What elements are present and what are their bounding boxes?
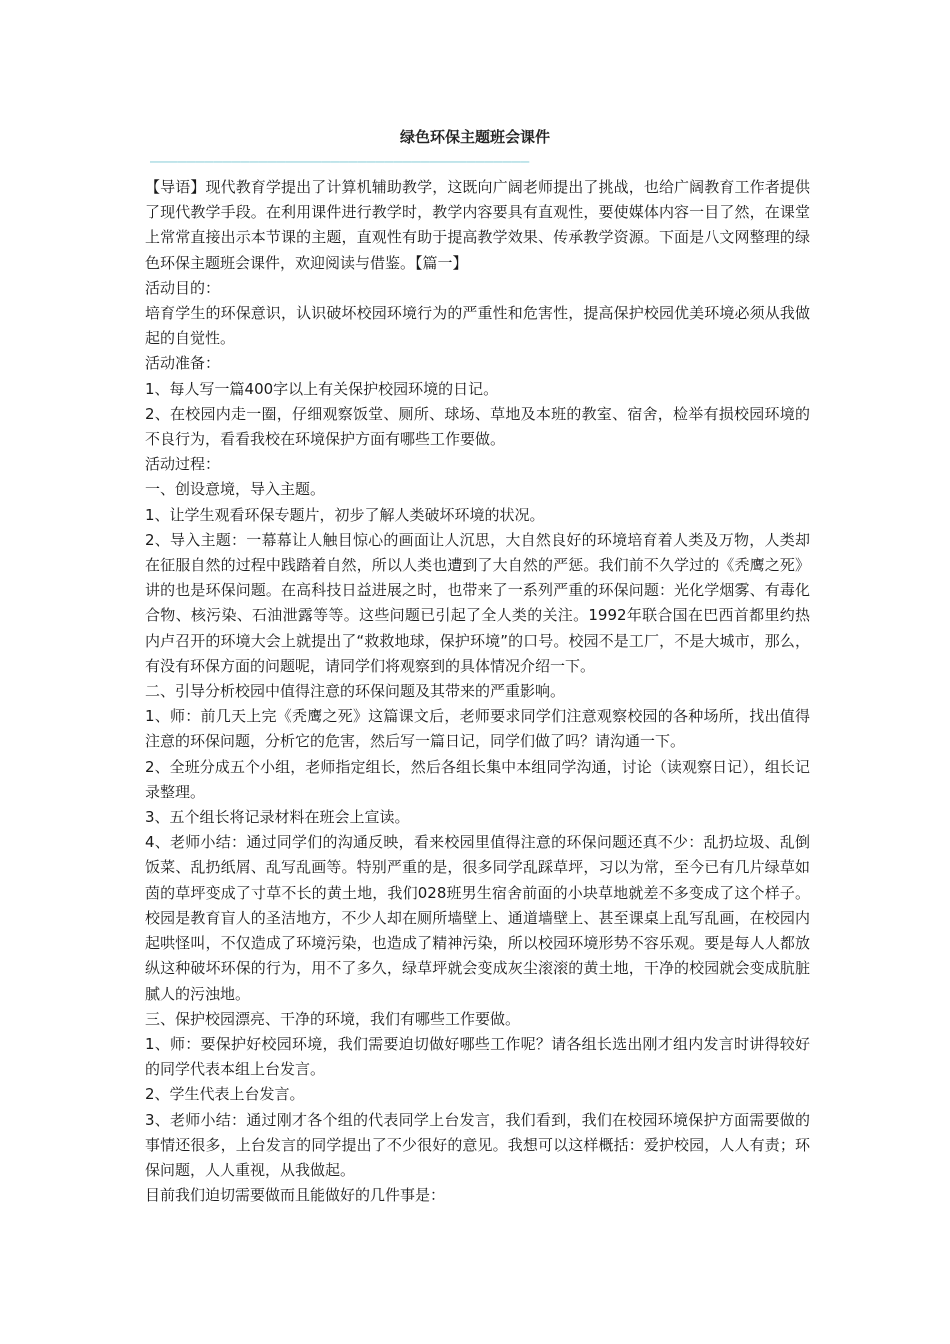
paragraph: 1、每人写一篇400字以上有关保护校园环境的日记。	[145, 379, 499, 398]
paragraph: 【导语】现代教育学提出了计算机辅助教学，这既向广阔老师提出了挑战，也给广阔教育工作者提供了现代教学手段。在利用课件进行教学时，教学内容要具有直观性，要使媒体内容一目了然，在课堂上常常直接出示本节课的主题，直观性有助于提高教学效果、传承教学资源。下面是八文网整理的绿色环保主题班会课件，欢迎阅读与借鉴。【篇一】	[145, 178, 810, 272]
paragraph: 活动准备：	[145, 354, 221, 373]
paragraph: 2、全班分成五个小组，老师指定组长，然后各组长集中本组同学沟通，讨论（读观察日记），组长记录整理。	[145, 757, 810, 801]
paragraph: 3、老师小结：通过刚才各个组的代表同学上台发言，我们看到，我们在校园环境保护方面需要做的事情还很多，上台发言的同学提出了不少很好的意见。我想可以这样概括：爱护校园，人人有责；环保问题，人人重视，从我做起。	[145, 1110, 810, 1179]
paragraph: 2、在校园内走一圈，仔细观察饭堂、厕所、球场、草地及本班的教室、宿舍，检举有损校园环境的不良行为，看看我校在环境保护方面有哪些工作要做。	[145, 404, 810, 449]
paragraph: 培育学生的环保意识，认识破坏校园环境行为的严重性和危害性，提高保护校园优美环境必须从我做起的自觉性。	[145, 304, 810, 348]
paragraph: 1、师：要保护好校园环境，我们需要迫切做好哪些工作呢？请各组长选出刚才组内发言时讲得较好的同学代表本组上台发言。	[145, 1034, 810, 1079]
paragraph: 一、创设意境，导入主题。	[145, 480, 326, 499]
title-divider: ——————————————————————————————————————————	[150, 152, 530, 170]
paragraph: 三、保护校园漂亮、干净的环境，我们有哪些工作要做。	[145, 1009, 521, 1028]
paragraph: 活动目的：	[145, 278, 221, 297]
paragraph: 1、师：前几天上完《秃鹰之死》这篇课文后，老师要求同学们注意观察校园的各种场所，找出值得注意的环保问题，分析它的危害，然后写一篇日记，同学们做了吗？请沟通一下。	[145, 707, 810, 751]
paragraph: 活动过程：	[145, 455, 221, 474]
paragraph: 1、让学生观看环保专题片，初步了解人类破坏环境的状况。	[145, 505, 545, 524]
paragraph: 2、学生代表上台发言。	[145, 1085, 305, 1104]
paragraph: 3、五个组长将记录材料在班会上宣读。	[145, 808, 410, 827]
document-body	[145, 175, 810, 1208]
paragraph: 4、老师小结：通过同学们的沟通反映，看来校园里值得注意的环保问题还真不少：乱扔垃圾、乱倒饭菜、乱扔纸屑、乱写乱画等。特别严重的是，很多同学乱踩草坪，习以为常，至今已有几片绿草如茵的草坪变成了寸草不长的黄土地，我们028班男生宿舍前面的小块草地就差不多变成了这个样子。校园是教育盲人的圣洁地方，不少人却在厕所墙壁上、通道墙壁上、甚至课桌上乱写乱画，在校园内起哄怪叫，不仅造成了环境污染，也造成了精神污染，所以校园环境形势不容乐观。要是每人人都放纵这种破坏环保的行为，用不了多久，绿草坪就会变成灰尘滚滚的黄土地，干净的校园就会变成肮脏腻人的污浊地。	[145, 833, 810, 1003]
document-title: 绿色环保主题班会课件	[399, 128, 550, 146]
paragraph: 二、引导分析校园中值得注意的环保问题及其带来的严重影响。	[145, 682, 566, 701]
paragraph: 目前我们迫切需要做而且能做好的几件事是：	[145, 1186, 446, 1205]
paragraph: 2、导入主题：一幕幕让人触目惊心的画面让人沉思，大自然良好的环境培育着人类及万物，人类却在征服自然的过程中践踏着自然，所以人类也遭到了大自然的严惩。我们前不久学过的《秃鹰之死》讲的也是环保问题。在高科技日益进展之时，也带来了一系列严重的环保问题：光化学烟雾、有毒化合物、核污染、石油泄露等等。这些问题已引起了全人类的关注。1992年联合国在巴西首都里约热内卢召开的环境大会上就提出了“救救地球，保护环境”的口号。校园不是工厂，不是大城市，那么，有没有环保方面的问题呢，请同学们将观察到的具体情况介绍一下。	[145, 530, 810, 675]
